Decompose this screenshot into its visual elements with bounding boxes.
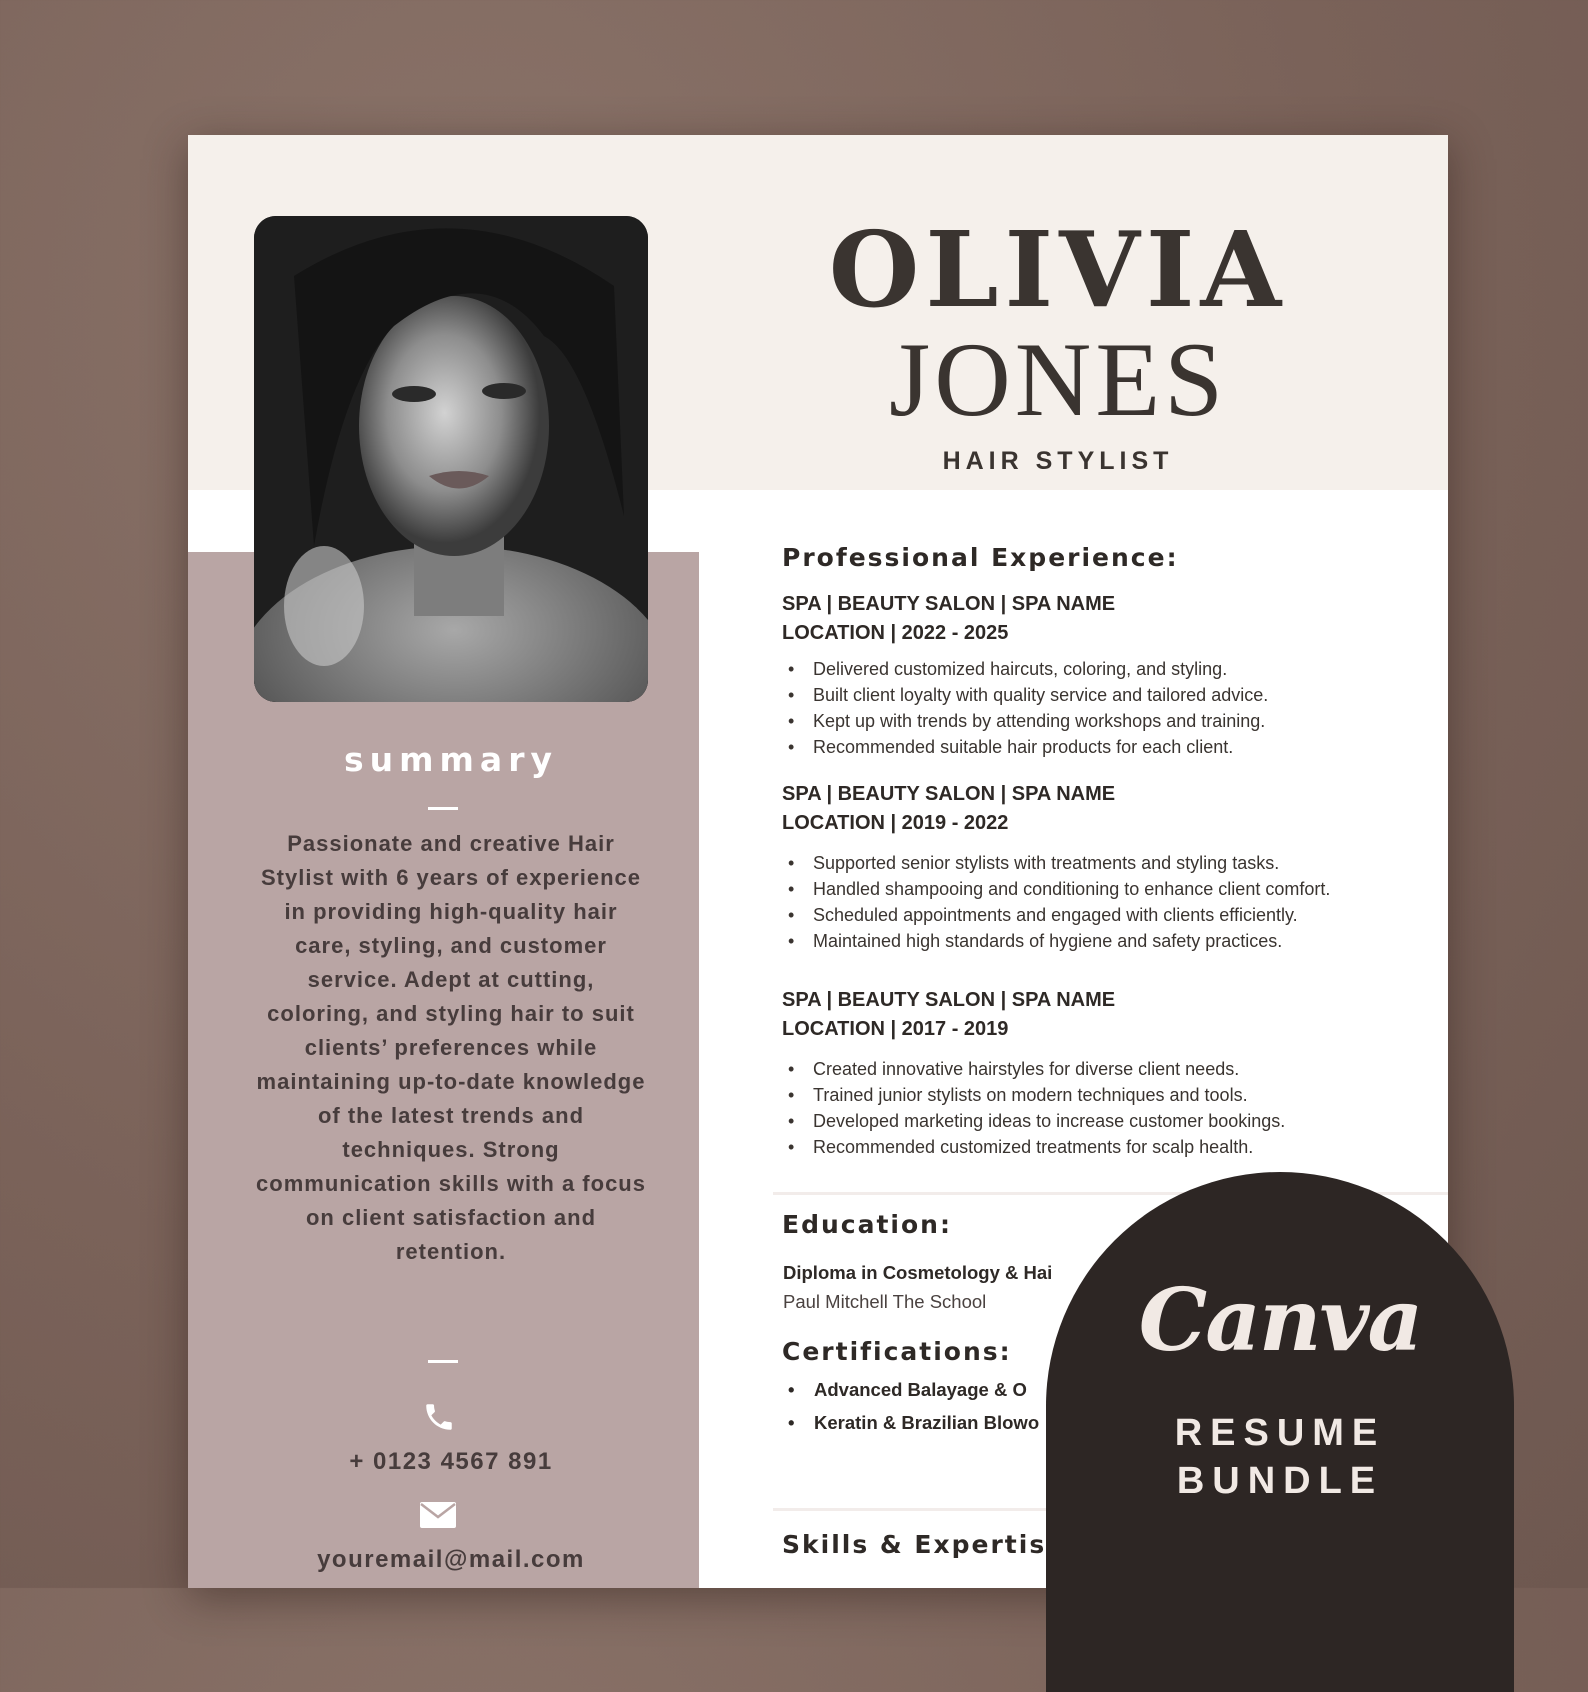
job-entry	[782, 780, 1422, 954]
job-company: SPA | BEAUTY SALON | SPA NAME	[782, 783, 1116, 805]
job-entry	[782, 986, 1422, 1160]
skills-heading: Skills & Expertis	[782, 1530, 1047, 1559]
job-location: LOCATION | 2017 - 2019	[782, 1018, 1009, 1040]
certifications-heading: Certifications:	[782, 1337, 1012, 1366]
job-bullet: • Trained junior stylists on modern techniques and tools.	[813, 1082, 1422, 1108]
contact-divider	[428, 1360, 458, 1363]
badge-bundle-text: BUNDLE	[1176, 1460, 1384, 1502]
education-school: Paul Mitchell The School	[783, 1291, 987, 1312]
job-company: SPA | BEAUTY SALON | SPA NAME	[782, 989, 1116, 1011]
experience-heading: Professional Experience:	[782, 543, 1179, 572]
job-location: LOCATION | 2022 - 2025	[782, 622, 1009, 644]
profile-photo	[254, 216, 648, 702]
job-location: LOCATION | 2019 - 2022	[782, 812, 1009, 834]
job-bullet: • Kept up with trends by attending workshops and training.	[813, 708, 1422, 734]
certifications-list	[782, 1373, 1039, 1439]
phone-number: + 0123 4567 891	[349, 1448, 553, 1475]
job-bullet: • Developed marketing ideas to increase customer bookings.	[813, 1108, 1422, 1134]
job-bullets	[782, 850, 1422, 954]
canva-logo: Canva	[1138, 1270, 1422, 1371]
job-bullet: • Recommended customized treatments for scalp health.	[813, 1134, 1422, 1160]
job-bullet: • Created innovative hairstyles for diverse client needs.	[813, 1056, 1422, 1082]
job-bullet: • Built client loyalty with quality service and tailored advice.	[813, 682, 1422, 708]
job-bullet: • Scheduled appointments and engaged with clients efficiently.	[813, 902, 1422, 928]
job-company: SPA | BEAUTY SALON | SPA NAME	[782, 593, 1116, 615]
certification-item: • Keratin & Brazilian Blowo	[814, 1406, 1039, 1439]
badge-resume-text: RESUME	[1174, 1412, 1386, 1454]
job-title: HAIR STYLIST	[942, 447, 1174, 475]
first-name: OLIVIA	[828, 208, 1288, 331]
job-bullets	[782, 1056, 1422, 1160]
phone-icon	[422, 1400, 456, 1439]
job-bullet: • Recommended suitable hair products for each client.	[813, 734, 1422, 760]
email-address: youremail@mail.com	[317, 1546, 585, 1573]
job-bullet: • Supported senior stylists with treatments and styling tasks.	[813, 850, 1422, 876]
certification-item: • Advanced Balayage & O	[814, 1373, 1039, 1406]
job-bullets	[782, 656, 1422, 760]
last-name: JONES	[888, 321, 1228, 438]
education-degree: Diploma in Cosmetology & Hai	[783, 1262, 1053, 1283]
summary-divider	[428, 807, 458, 810]
job-bullet: • Delivered customized haircuts, coloring, and styling.	[813, 656, 1422, 682]
summary-text: Passionate and creative Hair Stylist with 6 years of experience in providing high-quality hair care, styling, and customer service. Adept at cutting, coloring, and styling hair to suit clients’ preferences while maintaining up-to-date knowledge of the latest trends and techniques. Strong communication skills with a focus on client satisfaction and retention.	[256, 831, 646, 1264]
job-entry	[782, 590, 1422, 760]
mail-icon	[420, 1502, 456, 1533]
job-bullet: • Maintained high standards of hygiene and safety practices.	[813, 928, 1422, 954]
job-bullet: • Handled shampooing and conditioning to enhance client comfort.	[813, 876, 1422, 902]
education-heading: Education:	[782, 1210, 952, 1239]
summary-heading: summary	[344, 740, 558, 779]
